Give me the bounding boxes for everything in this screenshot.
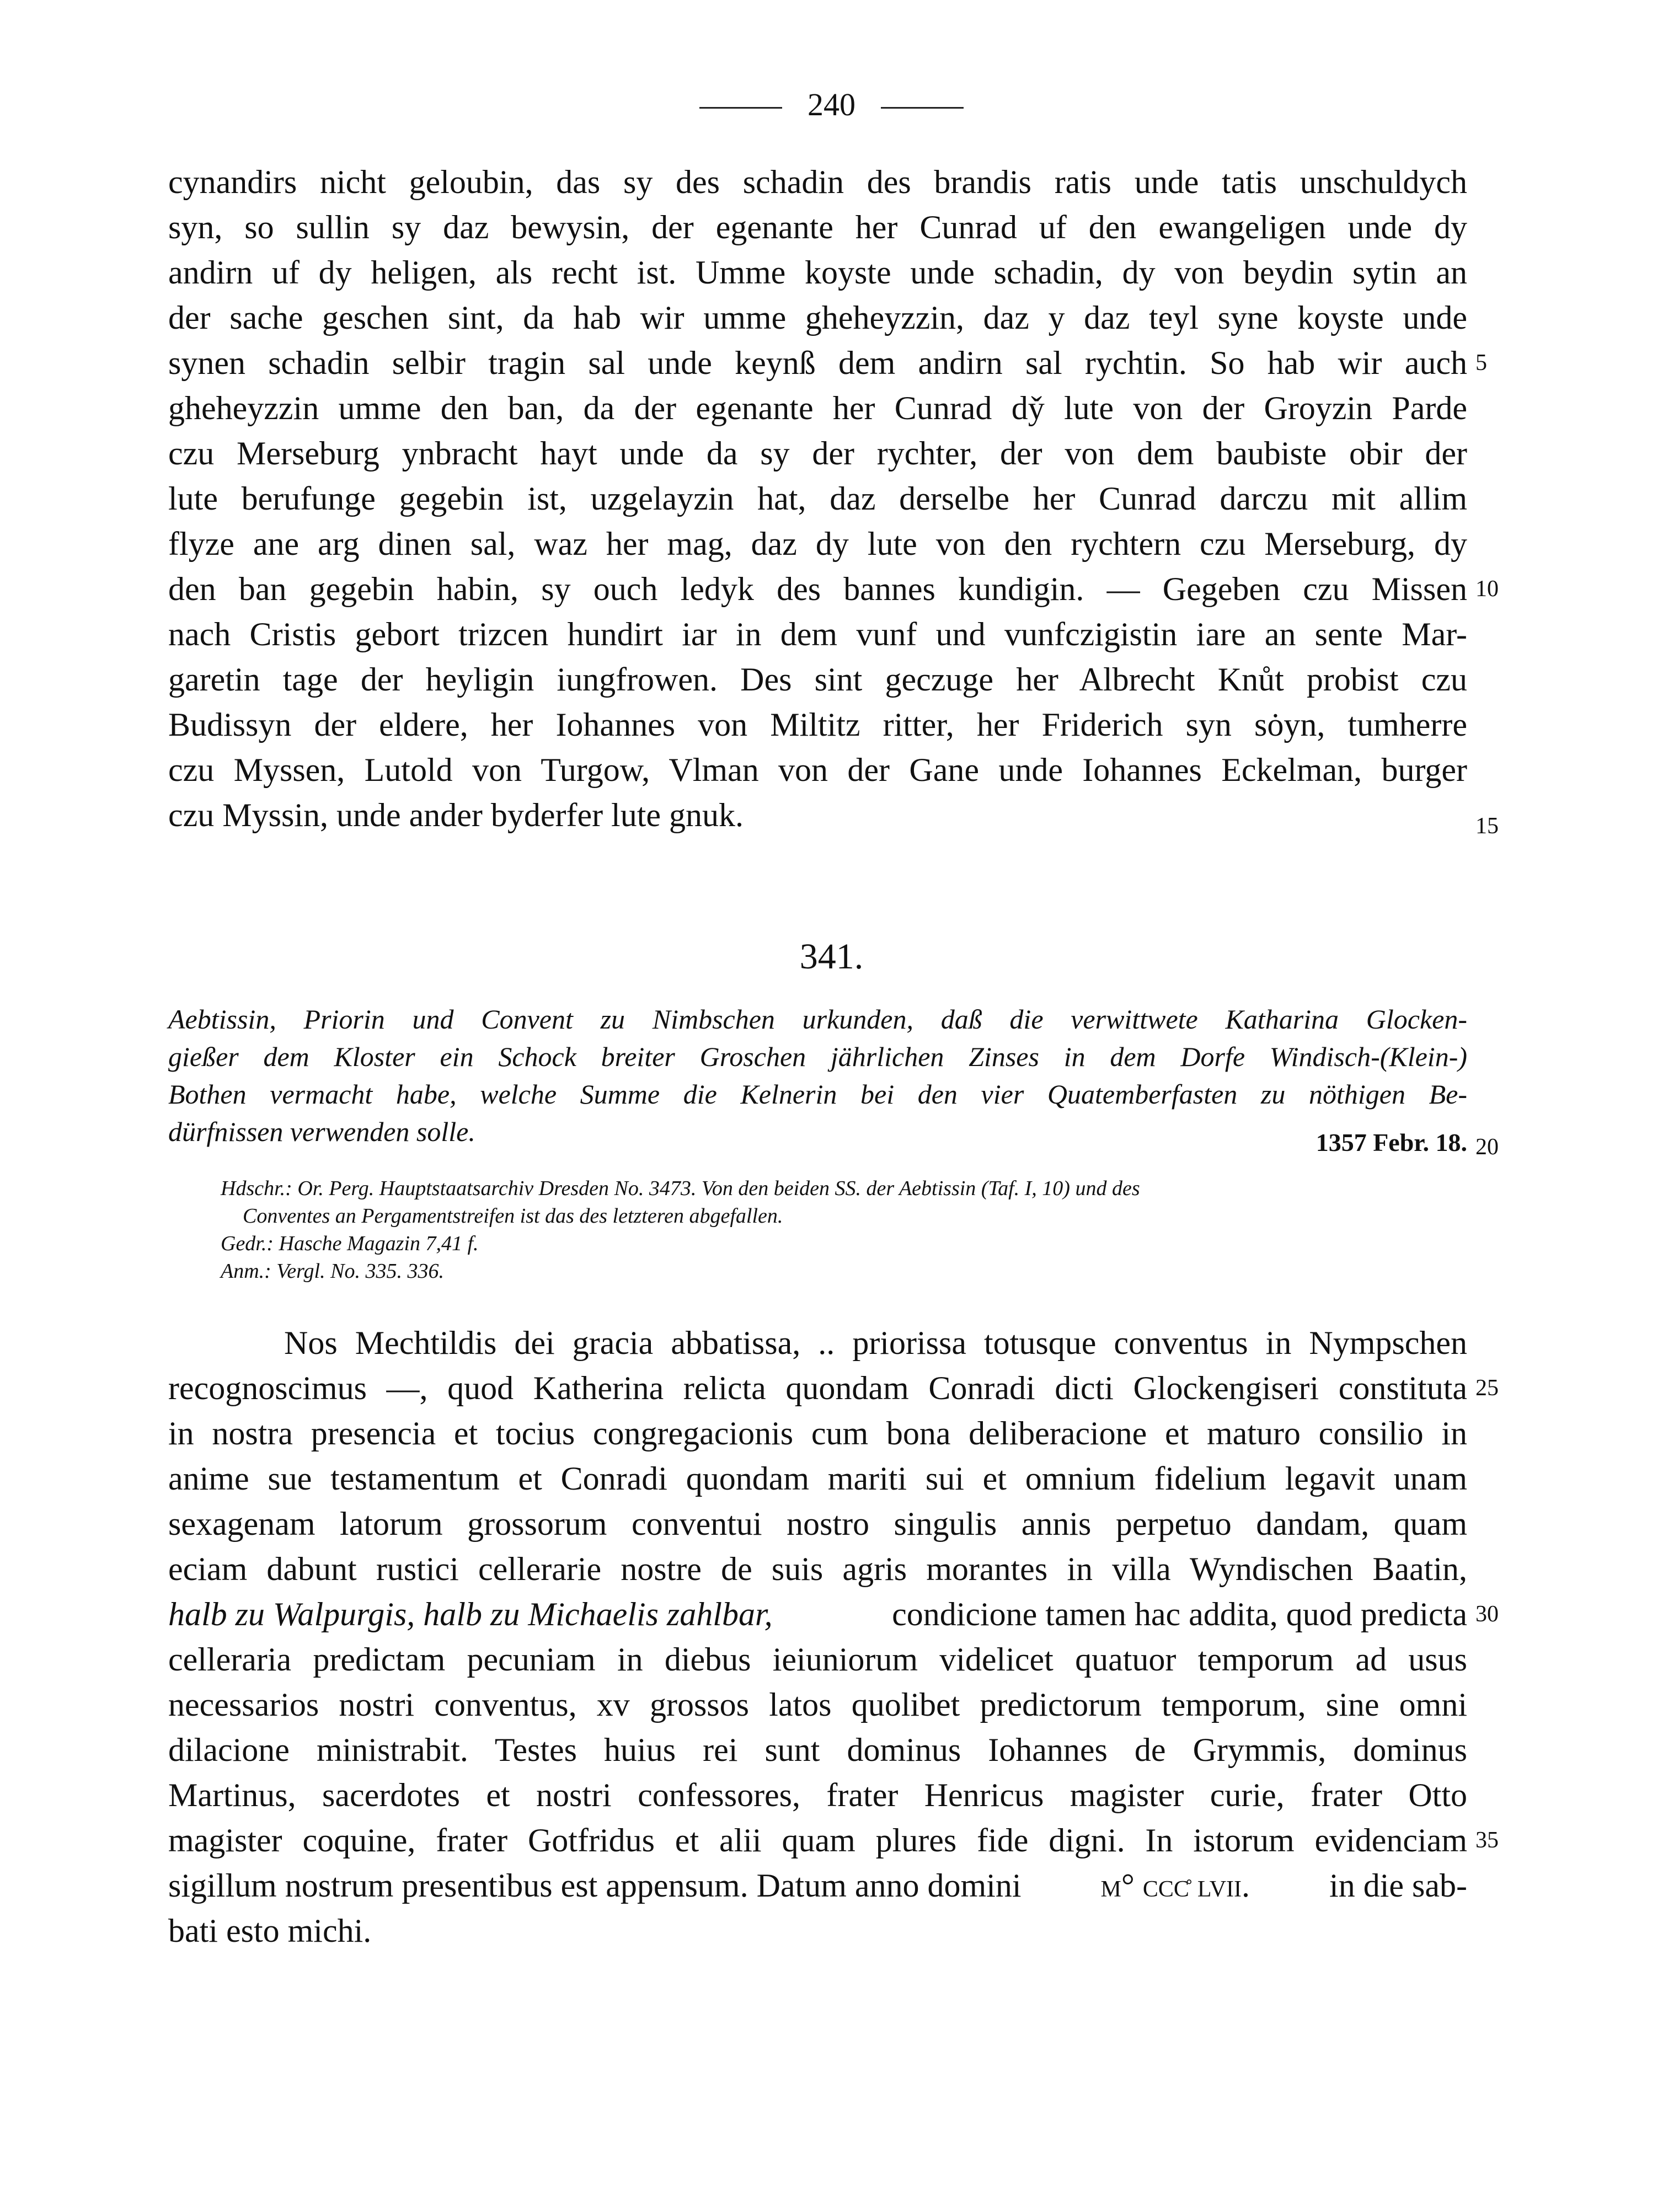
regest-line: gießer dem Kloster ein Schock breiter Groschen jährlichen Zinses in dem Dorfe Windisch-(Klein-)	[168, 1041, 1467, 1072]
line-number: 35	[1475, 1828, 1499, 1853]
line-number: 5	[1475, 350, 1487, 376]
text-line: dilacione ministrabit. Testes huius rei sunt dominus Iohannes de Grymmis, dominus	[168, 1732, 1467, 1768]
text-line: flyze ane arg dinen sal, waz her mag, daz dy lute von den rychtern czu Merseburg, dy	[168, 526, 1467, 562]
source-note-remark: Anm.: Vergl. No. 335. 336.	[221, 1260, 444, 1283]
text-line: magister coquine, frater Gotfridus et alii quam plures fide digni. In istorum evidenciam	[168, 1822, 1467, 1858]
text-line: recognoscimus —, quod Katherina relicta quondam Conradi dicti Glockengiseri constituta	[168, 1370, 1467, 1406]
text-segment: condicione tamen hac addita, quod predicta	[892, 1596, 1467, 1632]
page-header	[0, 83, 1663, 127]
line-number: 30	[1475, 1602, 1499, 1627]
text-line: garetin tage der heyligin iungfrowen. Des sint geczuge her Albrecht Knůt probist czu	[168, 661, 1467, 698]
source-note-manuscript-cont: Conventes an Pergamentstreifen ist das des letzteren abgefallen.	[243, 1204, 783, 1228]
text-line: der sache geschen sint, da hab wir umme gheheyzzin, daz y daz teyl syne koyste unde	[168, 299, 1467, 336]
text-segment: sigillum nostrum presentibus est appensum. Datum anno domini	[168, 1867, 1022, 1904]
text-line: syn, so sullin sy daz bewysin, der egenante her Cunrad uf den ewangeligen unde dy	[168, 209, 1467, 245]
header-dash-left	[699, 107, 782, 109]
text-line: bati esto michi.	[168, 1913, 372, 1949]
line-number: 15	[1475, 813, 1499, 839]
header-dash-right	[881, 107, 964, 109]
text-line: nach Cristis gebort trizcen hundirt iar in dem vunf und vunfczigistin iare an sente Mar-	[168, 616, 1467, 652]
text-line: celleraria predictam pecuniam in diebus ieiuniorum videlicet quatuor temporum ad usus	[168, 1641, 1467, 1678]
source-note-manuscript: Hdschr.: Or. Perg. Hauptstaatsarchiv Dresden No. 3473. Von den beiden SS. der Aebtissin (Taf. I, 10) und des	[221, 1177, 1140, 1200]
text-line: eciam dabunt rustici cellerarie nostre de suis agris morantes in villa Wyndischen Baatin,	[168, 1551, 1467, 1587]
text-segment: in die sab-	[1329, 1867, 1467, 1904]
text-line: necessarios nostri conventus, xv grossos latos quolibet predictorum temporum, sine omni	[168, 1686, 1467, 1723]
text-line: synen schadin selbir tragin sal unde keynß dem andirn sal rychtin. So hab wir auch	[168, 345, 1467, 381]
text-line-mixed	[168, 1592, 1467, 1636]
text-line: den ban gegebin habin, sy ouch ledyk des bannes kundigin. — Gegeben czu Missen	[168, 571, 1467, 607]
text-line: andirn uf dy heligen, als recht ist. Umme koyste unde schadin, dy von beydin sytin an	[168, 254, 1467, 291]
text-line-mixed	[168, 1863, 1467, 1908]
regest-line: Bothen vermacht habe, welche Summe die Kelnerin bei den vier Quatemberfasten zu nöthigen Be-	[168, 1079, 1467, 1110]
page-number: 240	[808, 87, 855, 122]
text-line: czu Myssin, unde ander byderfer lute gnuk.	[168, 797, 744, 833]
regest-line: dürfnissen verwenden solle.	[168, 1116, 475, 1147]
regest-line: Aebtissin, Priorin und Convent zu Nimbschen urkunden, daß die verwittwete Katharina Glocken-	[168, 1004, 1467, 1035]
document-date: 1357 Febr. 18.	[1316, 1128, 1467, 1156]
line-number: 10	[1475, 576, 1499, 602]
date-numerals: m° ccc̊ lvii.	[1100, 1867, 1250, 1904]
text-line: in nostra presencia et tocius congregacionis cum bona deliberacione et maturo consilio in	[168, 1415, 1467, 1452]
text-line: czu Myssen, Lutold von Turgow, Vlman von der Gane unde Iohannes Eckelman, burger	[168, 752, 1467, 788]
line-number: 25	[1475, 1375, 1499, 1401]
german-note: halb zu Walpurgis, halb zu Michaelis zahlbar,	[168, 1596, 773, 1632]
text-line: Nos Mechtildis dei gracia abbatissa, .. priorissa totusque conventus in Nympschen	[284, 1325, 1467, 1361]
text-line: cynandirs nicht geloubin, das sy des schadin des brandis ratis unde tatis unschuldych	[168, 164, 1467, 200]
line-number: 20	[1475, 1134, 1499, 1160]
text-line: sexagenam latorum grossorum conventui nostro singulis annis perpetuo dandam, quam	[168, 1506, 1467, 1542]
text-line: Martinus, sacerdotes et nostri confessores, frater Henricus magister curie, frater Otto	[168, 1777, 1467, 1813]
text-line: gheheyzzin umme den ban, da der egenante her Cunrad dy̌ lute von der Groyzin Parde	[168, 390, 1467, 426]
text-line: anime sue testamentum et Conradi quondam mariti sui et omnium fidelium legavit unam	[168, 1460, 1467, 1497]
text-line: Budissyn der eldere, her Iohannes von Miltitz ritter, her Friderich syn sȯyn, tumherre	[168, 706, 1467, 743]
source-note-printed: Gedr.: Hasche Magazin 7,41 f.	[221, 1232, 479, 1255]
document-number: 341.	[799, 936, 864, 977]
text-line: lute berufunge gegebin ist, uzgelayzin hat, daz derselbe her Cunrad darczu mit allim	[168, 480, 1467, 517]
text-line: czu Merseburg ynbracht hayt unde da sy der rychter, der von dem baubiste obir der	[168, 435, 1467, 472]
